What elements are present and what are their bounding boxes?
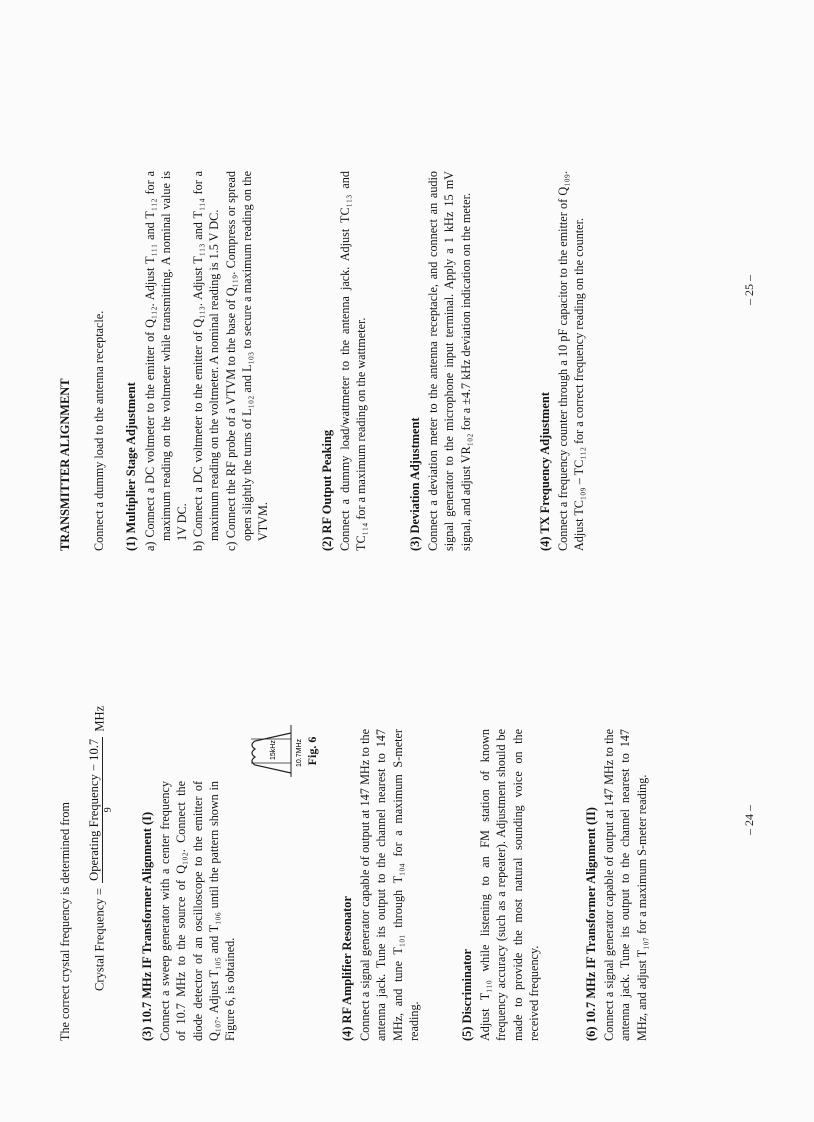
section-discriminator bbox=[459, 729, 542, 1041]
fig6-label-center: 10.7MHz bbox=[296, 738, 303, 767]
section-text: Adjust T₁₁₀ while listening to an FM station of known frequency accuracy (such as a repeater). Adjustment should be made to provide the most natural sounding voice on the received frequency. bbox=[478, 729, 541, 1041]
step-c: c) Connect the RF probe of a VTVM to the base of Q₁₁₉. Compress or spread open slightly the turns of L₁₀₂ and L₁₀₃ to secure a maximum reading on the VTVM. bbox=[223, 171, 271, 551]
left-column-top bbox=[57, 729, 73, 1041]
transmitter-intro: Connect a dummy load to the antenna receptacle. bbox=[92, 310, 107, 551]
formula-fraction bbox=[87, 737, 114, 883]
section-if-alignment-1 bbox=[139, 781, 238, 1041]
section-heading: (2) RF Output Peaking bbox=[320, 429, 334, 551]
section-text: Connect a frequency counter through a 10 pF capacitor to the emitter of Q₁₀₉. Adjust TC₁₀₉ – TC₁₁₂ for a correct frequency reading on the counter. bbox=[556, 171, 587, 551]
page-number: – 25 – bbox=[742, 275, 756, 305]
section-heading: (4) RF Amplifier Resonator bbox=[340, 896, 354, 1041]
fig6-label-15khz: 15kHz bbox=[270, 740, 277, 760]
page-25 bbox=[27, 11, 787, 561]
formula-unit: MHz bbox=[92, 705, 107, 732]
section-heading: (4) TX Frequency Adjustment bbox=[538, 392, 552, 551]
step-b: b) Connect a DC voltmeter to the emitter of Q₁₁₃. Adjust T₁₁₃ and T₁₁₄ for a maximum reading on the voltmeter. A nominal reading is 1.5 V DC. bbox=[191, 171, 222, 551]
formula-numerator: Operating Frequency − 10.7 bbox=[87, 738, 101, 881]
section-tx-frequency bbox=[537, 171, 588, 551]
transmitter-top bbox=[57, 171, 271, 551]
section-deviation bbox=[407, 171, 474, 551]
section-heading: (3) Deviation Adjustment bbox=[408, 417, 422, 551]
section-text: Connect a sweep generator with a center frequency of 10.7 MHz to the source of Q₁₀₂. Connect the diode detector of an oscilloscope to the emitter of Q₁₀₇. Adjust T₁₀₅ and T₁₀₆ until the pattern shown in Figure 6, is obtained. bbox=[158, 781, 238, 1041]
page-number: – 24 – bbox=[742, 805, 756, 835]
fig6-caption: Fig. 6 bbox=[305, 736, 319, 766]
step-a: a) Connect a DC voltmeter to the emitter of Q₁₁₂. Adjust T₁₁₁ and T₁₁₂ for a maximum reading on the voltmeter while transmitting. A nominal value is 1V DC. bbox=[142, 171, 190, 551]
section-text: Connect a signal generator capable of output at 147 MHz to the antenna jack. Tune its output to the channel nearest to 147 MHz, and adjust T₁₀₇ for a maximum S-meter reading. bbox=[602, 729, 649, 1041]
section-text: Connect a dummy load/wattmeter to the antenna jack. Adjust TC₁₁₃ and TC₁₁₄ for a maximum reading on the wattmeter. bbox=[338, 171, 369, 551]
sweep-pattern-diagram bbox=[241, 721, 305, 781]
figure-6 bbox=[241, 721, 321, 781]
page-24 bbox=[27, 561, 787, 1111]
section-rf-amplifier bbox=[339, 729, 422, 1041]
formula-denominator: 9 bbox=[103, 807, 114, 813]
section-text: Connect a signal generator capable of output at 147 MHz to the antenna jack. Tune its output to the channel nearest to 147 MHz, and tune T₁₀₁ through T₁₀₄ for a maximum S-meter reading. bbox=[358, 729, 421, 1041]
section-rf-output bbox=[319, 171, 370, 551]
formula-lhs: Crystal Frequency = bbox=[92, 888, 107, 991]
section-heading: (6) 10.7 MHz IF Transformer Alignment (II) bbox=[584, 807, 598, 1041]
crystal-intro: The correct crystal frequency is determined from bbox=[58, 802, 72, 1041]
section-heading: (1) Multiplier Stage Adjustment bbox=[124, 382, 139, 551]
section-text: Connect a deviation meter to the antenna receptacle, and connect an audio signal generator to the microphone input terminal. Apply a 1 kHz 15 mV signal, and adjust VR₁₀₂ for a ±4.7 kHz deviation indication on the meter. bbox=[426, 171, 473, 551]
section-heading: (5) Discriminator bbox=[460, 949, 474, 1041]
section-if-alignment-2 bbox=[583, 729, 650, 1041]
page-title: TRANSMITTER ALIGNMENT bbox=[58, 378, 72, 551]
crystal-formula bbox=[87, 706, 114, 991]
rotated-manual-spread bbox=[27, 11, 787, 1111]
section-heading: (3) 10.7 MHz IF Transformer Alignment (I) bbox=[140, 811, 154, 1041]
